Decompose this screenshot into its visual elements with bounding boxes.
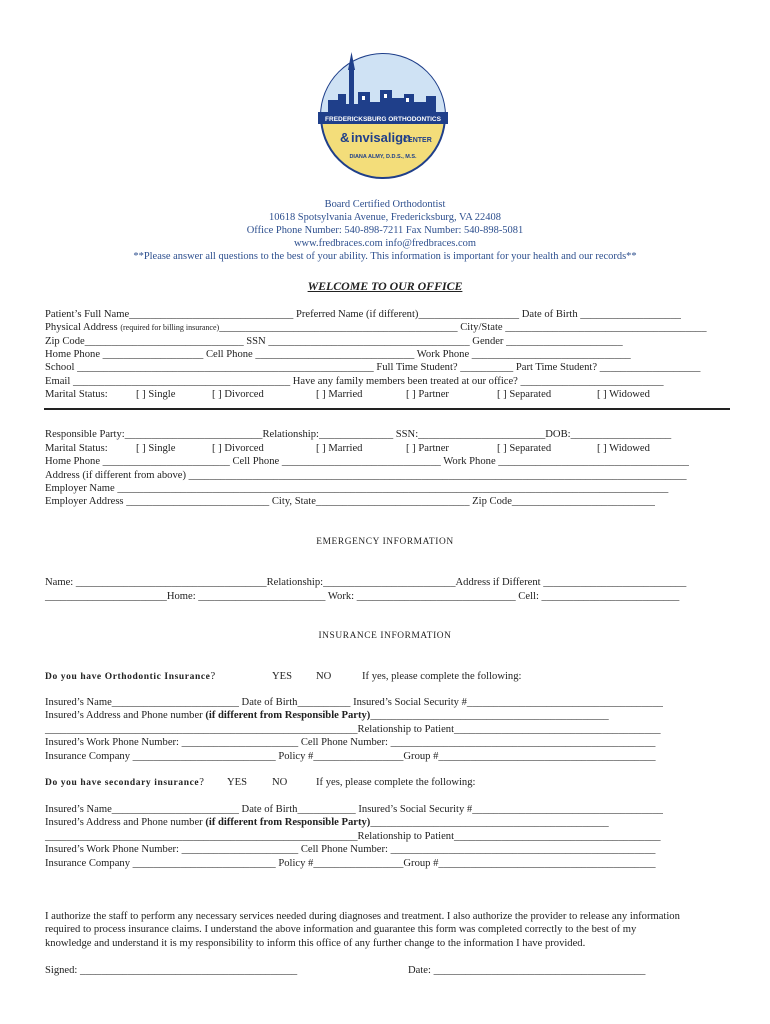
responsible-marital-label: Marital Status: [45, 443, 108, 454]
insured2-address-field[interactable]: _____________________________________________ [370, 817, 609, 828]
insured1-row-address[interactable] [45, 709, 609, 722]
patient-divorced-checkbox[interactable]: [ ] Divorced [212, 389, 264, 400]
header-line1: Board Certified Orthodontist [324, 199, 446, 210]
city-state-field[interactable]: _____________________________________________ City/State ______________________________________ [219, 322, 707, 333]
logo-ampersand: & [340, 130, 350, 145]
ortho-insurance-question [45, 670, 215, 684]
logo-graphic [318, 46, 448, 186]
patient-row-zip[interactable]: Zip Code______________________________ SSN ______________________________________ Gender ______________________ [45, 336, 623, 347]
insured2-row-phones[interactable]: Insured’s Work Phone Number: ______________________ Cell Phone Number: __________________________________________________ [45, 844, 656, 855]
responsible-row-main[interactable]: Responsible Party:__________________________Relationship:______________ SSN:________________________DOB:___________________ [45, 429, 672, 440]
emergency-row-name[interactable]: Name: ____________________________________Relationship:_________________________Address if Different ___________________________ [45, 577, 687, 588]
patient-widowed-checkbox[interactable]: [ ] Widowed [597, 389, 650, 400]
patient-separated-checkbox[interactable]: [ ] Separated [497, 389, 552, 400]
physical-address-label: Physical Address [45, 322, 121, 333]
insured2-row-address[interactable] [45, 816, 609, 829]
insured1-row-phones[interactable]: Insured’s Work Phone Number: ______________________ Cell Phone Number: __________________________________________________ [45, 737, 656, 748]
insured2-address-note: (if different from Responsible Party) [205, 817, 371, 828]
logo-brand: invisalign [351, 130, 411, 145]
patient-marital-label: Marital Status: [45, 389, 108, 400]
insured2-address-label: Insured’s Address and Phone number [45, 817, 206, 828]
logo-line1: FREDERICKSBURG ORTHODONTICS [325, 116, 441, 123]
insured2-row-name[interactable]: Insured’s Name________________________ Date of Birth___________ Insured’s Social Security #____________________________________ [45, 804, 663, 815]
patient-row-name[interactable]: Patient’s Full Name_______________________________ Preferred Name (if different)___________________ Date of Birth ___________________ [45, 309, 681, 320]
header-phone-fax: Office Phone Number: 540-898-7211 Fax Number: 540-898-5081 [246, 225, 524, 236]
patient-row-school[interactable]: School ________________________________________________________ Full Time Student? __________ Part Time Student? ___________________ [45, 362, 701, 373]
ortho-yes-option[interactable]: YES [272, 671, 293, 682]
insured1-address-note: (if different from Responsible Party) [205, 710, 371, 721]
insured1-row-company[interactable]: Insurance Company ___________________________ Policy #_________________Group #_________________________________________ [45, 751, 656, 762]
secondary-question-mark: ? [199, 777, 204, 788]
insured2-row-company[interactable]: Insurance Company ___________________________ Policy #_________________Group #_________________________________________ [45, 858, 656, 869]
header-instructions: **Please answer all questions to the best of your ability. This information is important for your health and our records** [133, 251, 637, 262]
responsible-married-checkbox[interactable]: [ ] Married [316, 443, 363, 454]
insured1-address-label: Insured’s Address and Phone number [45, 710, 206, 721]
authorization-line2: required to process insurance claims. I understand the above information and guarantee this form was completed correctly to the best of my [45, 924, 637, 935]
secondary-no-option[interactable]: NO [272, 777, 288, 788]
signature-field[interactable]: Signed: _________________________________________ [45, 965, 298, 976]
emergency-row-phones[interactable]: _______________________Home: ________________________ Work: ______________________________ Cell: __________________________ [45, 591, 680, 602]
insured1-address-field[interactable]: _____________________________________________ [370, 710, 609, 721]
emergency-heading: EMERGENCY INFORMATION [316, 537, 454, 547]
responsible-row-phones[interactable]: Home Phone ________________________ Cell Phone ______________________________ Work Phone ____________________________________ [45, 456, 689, 467]
responsible-partner-checkbox[interactable]: [ ] Partner [406, 443, 449, 454]
responsible-single-checkbox[interactable]: [ ] Single [136, 443, 176, 454]
secondary-yes-option[interactable]: YES [227, 777, 248, 788]
secondary-insurance-question [45, 776, 204, 790]
logo-brand-suffix: CENTER [403, 137, 432, 144]
secondary-question-text: Do you have secondary insurance [45, 778, 200, 788]
secondary-follow-text: If yes, please complete the following: [316, 777, 476, 788]
patient-row-email[interactable]: Email _________________________________________ Have any family members been treated at our office? ___________________________ [45, 376, 664, 387]
ortho-question-mark: ? [210, 671, 216, 682]
responsible-row-address[interactable]: Address (if different from above) ______________________________________________________________________________________________ [45, 470, 687, 481]
patient-single-checkbox[interactable]: [ ] Single [136, 389, 176, 400]
logo-doctor: DIANA ALMY, D.D.S., M.S. [349, 154, 417, 160]
responsible-separated-checkbox[interactable]: [ ] Separated [497, 443, 552, 454]
section-divider [44, 408, 730, 410]
billing-note: (required for billing insurance) [120, 323, 220, 332]
header-web-email[interactable]: www.fredbraces.com info@fredbraces.com [294, 238, 476, 249]
patient-married-checkbox[interactable]: [ ] Married [316, 389, 363, 400]
responsible-divorced-checkbox[interactable]: [ ] Divorced [212, 443, 264, 454]
insured1-row-relationship[interactable]: ___________________________________________________________Relationship to Patient_______________________________________ [45, 724, 661, 735]
date-field[interactable]: Date: ________________________________________ [408, 965, 646, 976]
patient-partner-checkbox[interactable]: [ ] Partner [406, 389, 449, 400]
insured2-row-relationship[interactable]: ___________________________________________________________Relationship to Patient_______________________________________ [45, 831, 661, 842]
page-title: WELCOME TO OUR OFFICE [307, 279, 463, 293]
patient-row-phones[interactable]: Home Phone ___________________ Cell Phone ______________________________ Work Phone ______________________________ [45, 349, 631, 360]
patient-row-address[interactable] [45, 321, 707, 334]
responsible-row-employer-address[interactable]: Employer Address ___________________________ City, State_____________________________ Zip Code___________________________ [45, 496, 655, 507]
responsible-widowed-checkbox[interactable]: [ ] Widowed [597, 443, 650, 454]
insured1-row-name[interactable]: Insured’s Name________________________ Date of Birth__________ Insured’s Social Security #_____________________________________ [45, 697, 663, 708]
practice-logo [318, 46, 448, 186]
responsible-row-employer[interactable]: Employer Name ________________________________________________________________________________________________________ [45, 483, 669, 494]
ortho-no-option[interactable]: NO [316, 671, 332, 682]
authorization-line3: knowledge and understand it is my responsibility to inform this office of any further change to the information I have provided. [45, 938, 586, 949]
ortho-question-text: Do you have Orthodontic Insurance [45, 672, 211, 682]
header-address: 10618 Spotsylvania Avenue, Fredericksburg, VA 22408 [269, 212, 501, 223]
authorization-line1: I authorize the staff to perform any necessary services needed during diagnoses and treatment. I also authorize the provider to release any information [45, 911, 680, 922]
insurance-heading: INSURANCE INFORMATION [318, 631, 452, 641]
ortho-follow-text: If yes, please complete the following: [362, 671, 522, 682]
